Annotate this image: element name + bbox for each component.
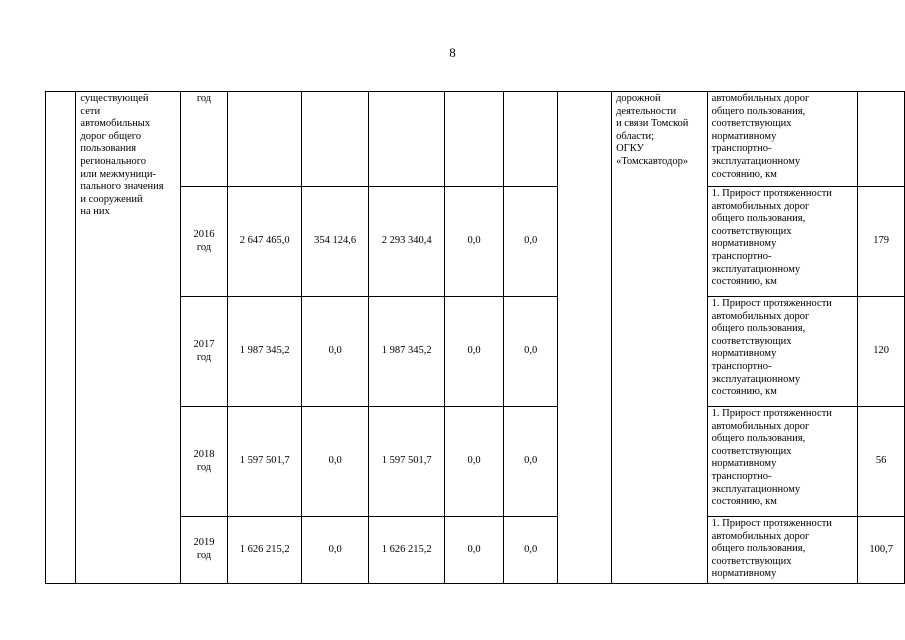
local-cell: 0,0: [445, 517, 504, 584]
local-cell: 0,0: [445, 407, 504, 517]
federal-cell: [302, 92, 369, 187]
year-cell: 2016 год: [180, 187, 228, 297]
indicator-cell: 1. Прирост протяженности автомобильных дорог общего пользования, соответствующих нормативному транспортно- эксплуатационному состоянию, км: [707, 297, 858, 407]
other-cell: [504, 92, 558, 187]
task-name-cell: существующей сети автомобильных дорог общего пользования регионального или межмуници- пального значения и сооружений на них: [76, 92, 180, 584]
indicator-value-cell: 100,7: [858, 517, 905, 584]
indicator-cell: 1. Прирост протяженности автомобильных дорог общего пользования, соответствующих нормативному транспортно- эксплуатационному состоянию, км: [707, 187, 858, 297]
indicator-cell: 1. Прирост протяженности автомобильных дорог общего пользования, соответствующих нормативному транспортно- эксплуатационному состоянию, км: [707, 407, 858, 517]
indicator-value-cell: [858, 92, 905, 187]
total-cell: [228, 92, 302, 187]
other-cell: 0,0: [504, 407, 558, 517]
executor-cell: дорожной деятельности и связи Томской области; ОГКУ «Томскавтодор»: [612, 92, 708, 584]
indicator-cell: 1. Прирост протяженности автомобильных дорог общего пользования, соответствующих нормативному: [707, 517, 858, 584]
page-number: 8: [449, 45, 456, 60]
indicator-cell: автомобильных дорог общего пользования, соответствующих нормативному транспортно- эксплуатационному состоянию, км: [707, 92, 858, 187]
regional-cell: 2 293 340,4: [369, 187, 445, 297]
other-cell: 0,0: [504, 187, 558, 297]
federal-cell: 0,0: [302, 407, 369, 517]
indicator-value-cell: 120: [858, 297, 905, 407]
local-cell: 0,0: [445, 297, 504, 407]
regional-cell: 1 987 345,2: [369, 297, 445, 407]
year-cell: 2019 год: [180, 517, 228, 584]
federal-cell: 0,0: [302, 297, 369, 407]
regional-cell: [369, 92, 445, 187]
other-cell: 0,0: [504, 517, 558, 584]
total-cell: 2 647 465,0: [228, 187, 302, 297]
other-cell: 0,0: [504, 297, 558, 407]
year-cell: год: [180, 92, 228, 187]
total-cell: 1 626 215,2: [228, 517, 302, 584]
federal-cell: 354 124,6: [302, 187, 369, 297]
regional-cell: 1 626 215,2: [369, 517, 445, 584]
federal-cell: 0,0: [302, 517, 369, 584]
local-cell: [445, 92, 504, 187]
program-table: [45, 91, 905, 584]
empty-cell: [558, 92, 612, 584]
local-cell: 0,0: [445, 187, 504, 297]
total-cell: 1 597 501,7: [228, 407, 302, 517]
row-number-cell: [46, 92, 76, 584]
indicator-value-cell: 56: [858, 407, 905, 517]
table-row: [46, 92, 905, 187]
indicator-value-cell: 179: [858, 187, 905, 297]
regional-cell: 1 597 501,7: [369, 407, 445, 517]
year-cell: 2018 год: [180, 407, 228, 517]
year-cell: 2017 год: [180, 297, 228, 407]
total-cell: 1 987 345,2: [228, 297, 302, 407]
